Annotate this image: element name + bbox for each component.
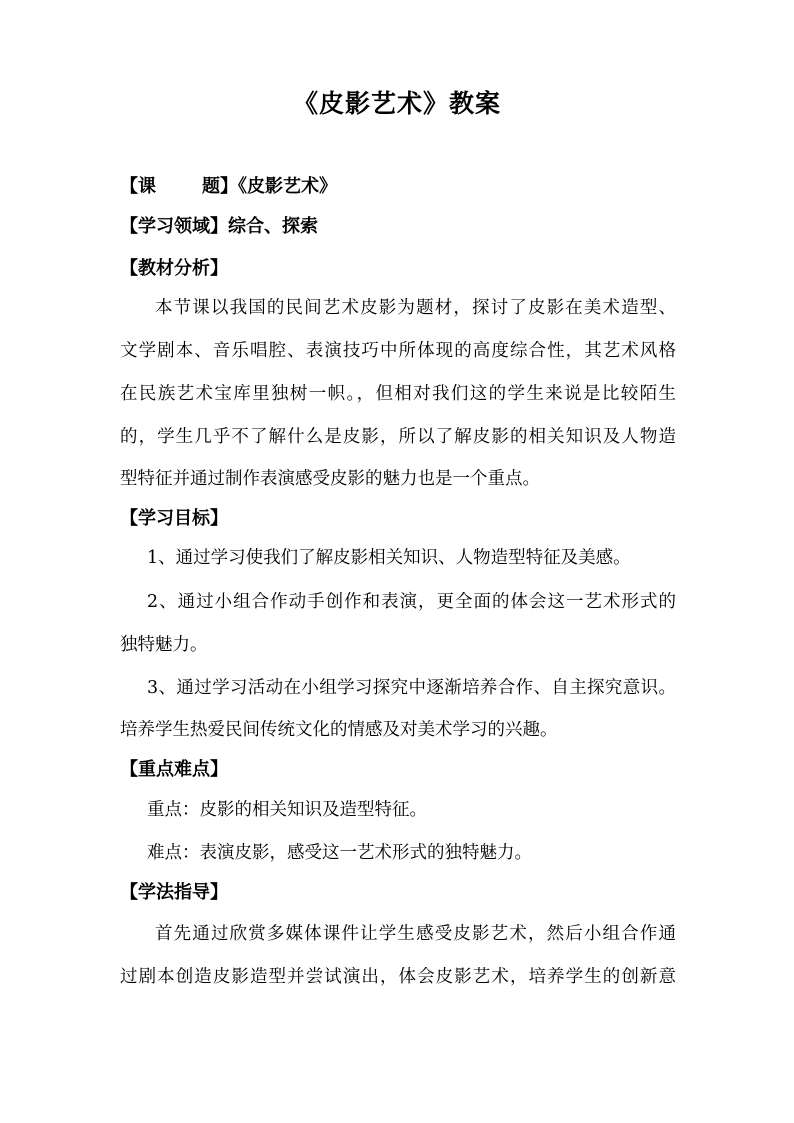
domain-value: 综合、探索 [228, 216, 318, 237]
objective-item-2-line-2: 独特魅力。 [120, 635, 208, 655]
topic-row [120, 175, 337, 199]
keypoints-heading: 【重点难点】 [120, 759, 228, 780]
topic-value: 《皮影艺术》 [238, 176, 337, 197]
topic-label-open: 【课 [120, 176, 156, 197]
analysis-line-5: 型特征并通过制作表演感受皮影的魅力也是一个重点。 [120, 469, 540, 489]
domain-row [120, 215, 318, 239]
objective-item-3-line-2: 培养学生热爱民间传统文化的情感及对美术学习的兴趣。 [120, 720, 558, 740]
analysis-line-1: 本节课以我国的民间艺术皮影为题材，探讨了皮影在美术造型、 [155, 298, 676, 318]
analysis-line-3: 在民族艺术宝库里独树一帜。，但相对我们这的学生来说是比较陌生 [120, 384, 676, 404]
method-line-2: 过剧本创造皮影造型并尝试演出，体会皮影艺术，培养学生的创新意 [120, 967, 676, 987]
objective-item-3-line-1: 3、通过学习活动在小组学习探究中逐渐培养合作、自主探究意识。 [147, 678, 676, 698]
domain-label: 【学习领域】 [120, 216, 228, 237]
analysis-heading: 【教材分析】 [120, 258, 228, 279]
analysis-line-4: 的，学生几乎不了解什么是皮影，所以了解皮影的相关知识及人物造 [120, 427, 676, 447]
method-line-1: 首先通过欣赏多媒体课件让学生感受皮影艺术，然后小组合作通 [155, 924, 676, 944]
objective-item-1: 1、通过学习使我们了解皮影相关知识、人物造型特征及美感。 [147, 548, 631, 568]
method-heading: 【学法指导】 [120, 882, 228, 903]
topic-label-close: 题】 [202, 176, 238, 197]
document-title: 《皮影艺术》教案 [292, 89, 501, 118]
objectives-heading: 【学习目标】 [120, 508, 228, 529]
keypoint-difficult: 难点：表演皮影，感受这一艺术形式的独特魅力。 [147, 843, 532, 863]
keypoint-key: 重点：皮影的相关知识及造型特征。 [147, 800, 427, 820]
analysis-line-2: 文学剧本、音乐唱腔、表演技巧中所体现的高度综合性，其艺术风格 [120, 341, 676, 361]
objective-item-2-line-1: 2、通过小组合作动手创作和表演，更全面的体会这一艺术形式的 [147, 592, 676, 612]
